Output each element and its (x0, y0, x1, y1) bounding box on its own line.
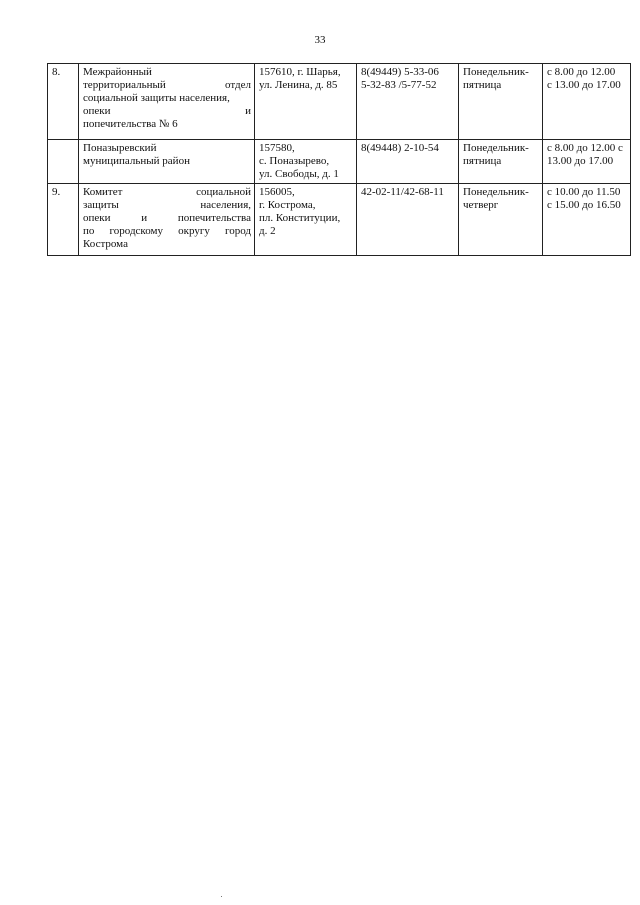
scan-speck (221, 896, 222, 897)
contacts-table (47, 63, 631, 256)
hours-line: 13.00 до 17.00 (547, 155, 614, 167)
organization-line: опеки и (83, 105, 251, 117)
organization-cell (79, 64, 255, 140)
phone-line: 8(49448) 2-10-54 (361, 142, 439, 154)
organization-line: попечительства № 6 (83, 118, 178, 130)
page-number: 33 (314, 34, 326, 46)
hours-line: с 8.00 до 12.00 (547, 66, 616, 78)
phone-cell (357, 184, 459, 256)
organization-line: Межрайонный (83, 66, 152, 78)
days-cell (459, 64, 543, 140)
address-cell (255, 140, 357, 184)
phone-line: 8(49449) 5-33-06 (361, 66, 439, 78)
days-cell (459, 140, 543, 184)
address-line: пл. Конституции, (259, 212, 341, 224)
days-line: пятница (463, 155, 502, 167)
hours-cell (543, 64, 631, 140)
phone-line: 5-32-83 /5-77-52 (361, 79, 437, 91)
row-number: 8. (48, 64, 79, 140)
organization-line: Поназыревский (83, 142, 157, 154)
row-number: 9. (48, 184, 79, 256)
organization-line: территориальный отдел (83, 79, 251, 91)
days-line: Понедельник- (463, 66, 529, 78)
days-cell (459, 184, 543, 256)
address-line: 157610, г. Шарья, (259, 66, 341, 78)
days-line: Понедельник- (463, 142, 529, 154)
table-row (48, 64, 631, 140)
address-line: с. Поназырево, (259, 155, 330, 167)
organization-line: защиты населения, (83, 199, 251, 211)
address-line: д. 2 (259, 225, 276, 237)
address-line: г. Кострома, (259, 199, 316, 211)
address-cell (255, 184, 357, 256)
table-row (48, 184, 631, 256)
hours-line: с 13.00 до 17.00 (547, 79, 621, 91)
hours-cell (543, 184, 631, 256)
phone-cell (357, 64, 459, 140)
hours-line: с 15.00 до 16.50 (547, 199, 621, 211)
organization-cell (79, 184, 255, 256)
hours-line: с 8.00 до 12.00 с (547, 142, 623, 154)
organization-line: муниципальный район (83, 155, 190, 167)
address-line: 157580, (259, 142, 295, 154)
organization-line: Кострома (83, 238, 128, 250)
hours-line: с 10.00 до 11.50 (547, 186, 621, 198)
address-line: ул. Ленина, д. 85 (259, 79, 338, 91)
days-line: Понедельник- (463, 186, 529, 198)
row-number (48, 140, 79, 184)
days-line: пятница (463, 79, 502, 91)
address-line: ул. Свободы, д. 1 (259, 168, 339, 180)
organization-line: опеки и попечительства (83, 212, 251, 224)
table-row (48, 140, 631, 184)
days-line: четверг (463, 199, 499, 211)
address-cell (255, 64, 357, 140)
organization-line: социальной защиты населения, (83, 92, 230, 104)
organization-line: Комитет социальной (83, 186, 251, 198)
phone-cell (357, 140, 459, 184)
organization-line: по городскому округу город (83, 225, 251, 237)
address-line: 156005, (259, 186, 295, 198)
phone-line: 42-02-11/42-68-11 (361, 186, 444, 198)
organization-cell (79, 140, 255, 184)
hours-cell (543, 140, 631, 184)
